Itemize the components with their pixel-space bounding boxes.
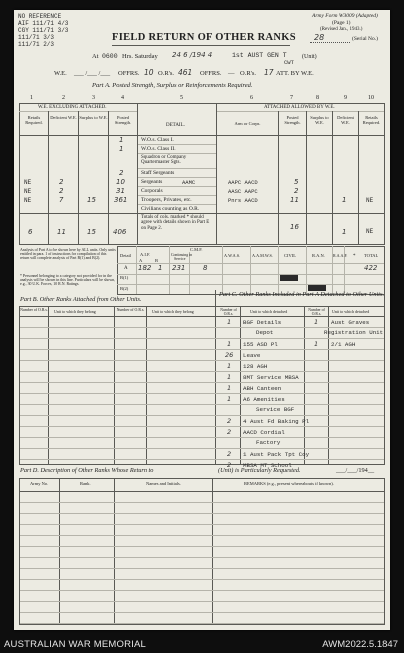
analysis-b2: B(2) xyxy=(120,286,129,291)
ruled-line xyxy=(20,535,384,536)
field-return-form xyxy=(14,10,390,630)
ruled-line xyxy=(20,590,384,591)
part-d-h-names: Names and Initials. xyxy=(146,481,181,486)
part-c-number2: 1 xyxy=(314,340,319,348)
cell-c2: 7 xyxy=(59,196,64,204)
col-header: Deficient W.E. xyxy=(337,115,354,125)
cell-c4: 1 xyxy=(119,136,124,144)
cell-c9: 1 xyxy=(342,196,347,204)
colnum: 5 xyxy=(180,95,183,101)
analysis-h-aif: A.I.F. xyxy=(140,252,151,257)
ruled-line xyxy=(20,623,384,624)
row-detail: W.O.s. Class II. xyxy=(141,146,176,152)
ruled-line xyxy=(20,601,384,602)
we-value: ___ /___ /___ xyxy=(74,70,111,77)
cell-c3: 15 xyxy=(87,196,96,204)
col-header: Surplus to W.E. xyxy=(79,115,108,120)
row-detail: Corporals xyxy=(141,188,163,194)
analysis-total: 422 xyxy=(364,264,378,272)
cell-c1: NE xyxy=(24,179,32,186)
analysis-note: Analysis of Part A to be shown here by ALL units. Only units entitled in para. 1 of instructions for compilation of this return will complete analysis of Part B(1) and B(2). xyxy=(20,248,116,261)
cell-c4: 2 xyxy=(119,169,124,177)
row-detail: Civilians counting as O.R. xyxy=(141,206,200,212)
ruled-line xyxy=(20,502,384,503)
ruled-line xyxy=(20,371,384,372)
part-c-number: 1 xyxy=(227,373,232,381)
analysis-h-civil: CIVIL xyxy=(284,253,296,258)
analysis-h-total: TOTAL xyxy=(364,253,379,258)
cell-c4: 361 xyxy=(114,196,128,204)
cell-c7: 2 xyxy=(294,187,299,195)
colnum: 4 xyxy=(121,95,124,101)
analysis-h-cmf-sub2: Service xyxy=(174,257,186,261)
ruled-line xyxy=(20,579,384,580)
ruled-line xyxy=(20,612,384,613)
part-c-number: 1 xyxy=(227,340,232,348)
analysis-footnote: * Personnel belonging to a category not provided for in the analysis will be shown in this line. Particulars will be shown, e.g., 30 U.K. Forces, 10 R.N. Ratings. xyxy=(20,274,116,287)
cell-c2: 2 xyxy=(59,187,64,195)
ruled-line xyxy=(20,338,384,339)
reference-stamp-line: 111/71 3/3 xyxy=(18,34,55,41)
part-c-unit: Factory xyxy=(256,439,281,446)
cell-c7: 5 xyxy=(294,178,299,186)
footer-institution: AUSTRALIAN WAR MEMORIAL xyxy=(4,639,147,650)
total-c7: 16 xyxy=(290,223,299,231)
serial-number-label: (Serial No.) xyxy=(352,36,378,42)
part-d-h-army: Army No. xyxy=(30,481,49,486)
analysis-v1: 182 xyxy=(138,264,152,272)
ruled-line xyxy=(20,557,384,558)
part-c-h-number2: Number of O.R.s. xyxy=(308,308,325,316)
time-value: 0600 xyxy=(102,53,118,60)
colnum: 10 xyxy=(368,95,374,101)
ruled-line xyxy=(20,404,384,405)
analysis-v3: 231 xyxy=(172,264,186,272)
analysis-h-cmf-sub1: Continuing in xyxy=(171,253,192,257)
part-b-title: Part B. Other Ranks Attached from Other Units. xyxy=(20,296,142,303)
cell-arm: Pnrs AACD xyxy=(228,197,258,204)
total-c3: 15 xyxy=(87,228,96,236)
analysis-h-raaf: R.A.A.F. xyxy=(333,253,348,258)
row-detail: Squadron or Company Quartermaster Sgts. xyxy=(141,155,187,166)
row-detail: Sergeants xyxy=(141,179,163,185)
ruled-line xyxy=(20,382,384,383)
ors-label: O.R's. xyxy=(158,70,174,77)
revised-date: (Revised Jan., 1943.) xyxy=(320,27,363,32)
ors2-label: O.R's. xyxy=(240,70,256,77)
part-c-unit: 1 Aust Pack Tpt Coy xyxy=(243,451,310,458)
offrs2-value: — xyxy=(228,70,235,77)
part-c-unit: A6 Amenities xyxy=(243,396,285,403)
part-c-unit2: Aust Graves xyxy=(331,319,370,326)
colnum: 3 xyxy=(92,95,95,101)
cell-c7: 11 xyxy=(290,196,299,204)
row-detail: W.O.s. Class I. xyxy=(141,137,174,143)
part-c-number: 2 xyxy=(227,417,232,425)
part-c-unit: Service BGF xyxy=(256,406,295,413)
part-a-heading: Part A. Posted Strength, Surplus or Reinforcements Required. xyxy=(92,82,253,89)
part-c-unit: Depot xyxy=(256,329,274,336)
part-c-number: 2 xyxy=(227,461,232,469)
part-b-h-number2: Number of O.R.s. xyxy=(116,308,145,312)
att-label: ATT. BY W.E. xyxy=(276,70,314,77)
reference-stamp-line: 111/71 2/3 xyxy=(18,41,55,48)
part-d-date: ___/___/194__ xyxy=(336,467,375,474)
part-c-title: Part C. Other Ranks Included in Part A Detached to Other Units. xyxy=(219,291,385,298)
part-c-number: 1 xyxy=(227,362,232,370)
part-c-unit: Leave xyxy=(243,352,261,359)
col-header: Retails Required. xyxy=(362,115,381,125)
total-c10: NE xyxy=(366,228,374,235)
col-header: Surplus to W.E. xyxy=(310,115,329,125)
date-value: 24 6 /194 4 xyxy=(172,51,213,59)
analysis-v4: 8 xyxy=(203,264,208,272)
colnum: 2 xyxy=(62,95,65,101)
part-c-number: 26 xyxy=(225,351,234,359)
part-c-unit: MBSA MT School xyxy=(243,462,292,469)
part-b-h-unit2: Unit to which they belong xyxy=(152,309,194,314)
unit-code: CWT xyxy=(284,59,294,66)
total-c2: 11 xyxy=(57,228,66,236)
col-header: Posted Strength. xyxy=(114,115,132,125)
colnum: 9 xyxy=(344,95,347,101)
ruled-line xyxy=(20,459,384,460)
at-label: At xyxy=(92,53,99,60)
part-c-unit: 155 ASD Pl xyxy=(243,341,278,348)
cell-c4: 10 xyxy=(116,178,125,186)
part-c-h-unit2: Unit to which detached xyxy=(332,309,370,314)
part-c-number2: 1 xyxy=(314,318,319,326)
analysis-h-star: * xyxy=(353,254,356,259)
analysis-v2: 1 xyxy=(158,264,163,272)
ruled-line xyxy=(20,393,384,394)
page-number: (Page 1) xyxy=(332,20,351,26)
part-d-h-rank: Rank. xyxy=(80,481,91,486)
cell-arm: AAPC AACD xyxy=(228,179,258,186)
colnum: 8 xyxy=(316,95,319,101)
part-c-number: 1 xyxy=(227,384,232,392)
ruled-line xyxy=(20,448,384,449)
cell-c4: 1 xyxy=(119,145,124,153)
row-detail: Troopers, Privates, etc. xyxy=(141,197,192,203)
analysis-h-aamws: A.A.M.W.S. xyxy=(252,253,273,258)
part-c-number: 1 xyxy=(227,318,232,326)
part-c-unit: ABH Canteen xyxy=(243,385,282,392)
offrs2-label: OFFRS. xyxy=(200,70,222,77)
col-header: Deficient W.E. xyxy=(50,115,77,120)
analysis-b1: B(1) xyxy=(120,275,129,280)
analysis-h-aif-b: B xyxy=(155,258,159,263)
colnum: 6 xyxy=(250,95,253,101)
ruled-line xyxy=(20,426,384,427)
reference-stamp-line: CGY 111/71 3/3 xyxy=(18,27,69,34)
group-header-excluding: W.E. EXCLUDING ATTACHED. xyxy=(38,105,107,110)
part-c-number: 2 xyxy=(227,450,232,458)
total-c9: 1 xyxy=(342,228,347,236)
part-c-unit: 8MT Service MBSA xyxy=(243,374,299,381)
analysis-sub-a: A xyxy=(124,266,128,271)
cell-arm: AASC AAPC xyxy=(228,188,258,195)
we-label: W.E. xyxy=(54,70,67,77)
redaction-mark xyxy=(280,275,298,281)
total-c1: 6 xyxy=(28,228,33,236)
part-b-h-number: Number of O.R.s. xyxy=(20,308,48,312)
part-c-unit2: 2/1 AGH xyxy=(331,341,356,348)
footer-accession: AWM2022.5.1847 xyxy=(322,639,398,650)
cell-c2: 2 xyxy=(59,178,64,186)
part-c-number: 1 xyxy=(227,395,232,403)
form-title: FIELD RETURN OF OTHER RANKS xyxy=(112,32,296,43)
offrs-label: OFFRS. xyxy=(118,70,140,77)
analysis-h-cmf: C.M.F. xyxy=(190,247,203,252)
part-d-title-pre: Part D. Description of Other Ranks Whose Return to xyxy=(20,467,154,474)
army-form-number: Army Form W3009 (Adapted) xyxy=(312,13,378,19)
part-c-unit: 128 AGH xyxy=(243,363,268,370)
ruled-line xyxy=(20,524,384,525)
ruled-line xyxy=(20,568,384,569)
colnum: 1 xyxy=(30,95,33,101)
part-d-title-mid: (Unit) is Particularly Requested. xyxy=(218,467,301,474)
ruled-line xyxy=(20,349,384,350)
col-header: Posted Strength. xyxy=(284,115,301,125)
group-header-attached: ATTACHED ALLOWED BY W.E. xyxy=(264,105,335,110)
row-detail: Staff Sergeants xyxy=(141,170,175,176)
part-c-h-number: Number of O.R.s. xyxy=(220,308,237,316)
colnum: 7 xyxy=(290,95,293,101)
total-c4: 406 xyxy=(113,228,127,236)
part-b-h-unit: Unit to which they belong xyxy=(54,309,96,314)
row-detail-totals: Totals of cols. marked * should agree with details shown in Part E on Page 2. xyxy=(141,215,210,231)
serial-number-value: 28 xyxy=(314,33,325,42)
part-d-h-remarks: REMARKS (e.g., present whereabouts if known). xyxy=(244,481,334,486)
analysis-row-label: Detail xyxy=(120,253,131,258)
reference-stamp-line: NO REFERENCE xyxy=(18,13,62,20)
analysis-h-aif-a: A xyxy=(139,258,143,263)
unit-value: 1st AUST GEN T xyxy=(232,52,287,59)
ruled-line xyxy=(20,513,384,514)
unit-label: (Unit) xyxy=(302,54,317,60)
ors2-value: 17 xyxy=(264,68,274,77)
part-c-unit: BGF Details xyxy=(243,319,282,326)
part-c-unit: AACD Cordial xyxy=(243,429,285,436)
ruled-line xyxy=(20,546,384,547)
col-header: Arm or Corps. xyxy=(234,121,261,126)
cell-c1: NE xyxy=(24,188,32,195)
cell-c10: NE xyxy=(366,197,374,204)
col-header-detail: DETAIL. xyxy=(166,123,185,128)
analysis-h-ran: R.A.N. xyxy=(312,253,325,258)
part-c-unit2: Registration Unit xyxy=(324,329,384,336)
offrs-value: 10 xyxy=(144,68,154,77)
col-header: Retails Required. xyxy=(25,115,43,125)
part-c-unit: 4 Aust Fd Baking Pl xyxy=(243,418,310,425)
cell-c4: 31 xyxy=(116,187,125,195)
part-c-number: 2 xyxy=(227,428,232,436)
part-c-h-unit: Unit to which detached xyxy=(250,309,288,314)
ruled-line xyxy=(20,327,384,328)
ors-value: 461 xyxy=(178,68,193,77)
analysis-h-awas: A.W.A.S. xyxy=(224,253,241,258)
cell-c1: NE xyxy=(24,197,32,204)
ruled-line xyxy=(20,415,384,416)
hrs-day-label: Hrs. Saturday xyxy=(122,53,158,60)
row-detail-extra: AAMC xyxy=(182,179,196,186)
ruled-line xyxy=(20,437,384,438)
reference-stamp-line: AIF 111/71 4/3 xyxy=(18,20,69,27)
ruled-line xyxy=(20,360,384,361)
